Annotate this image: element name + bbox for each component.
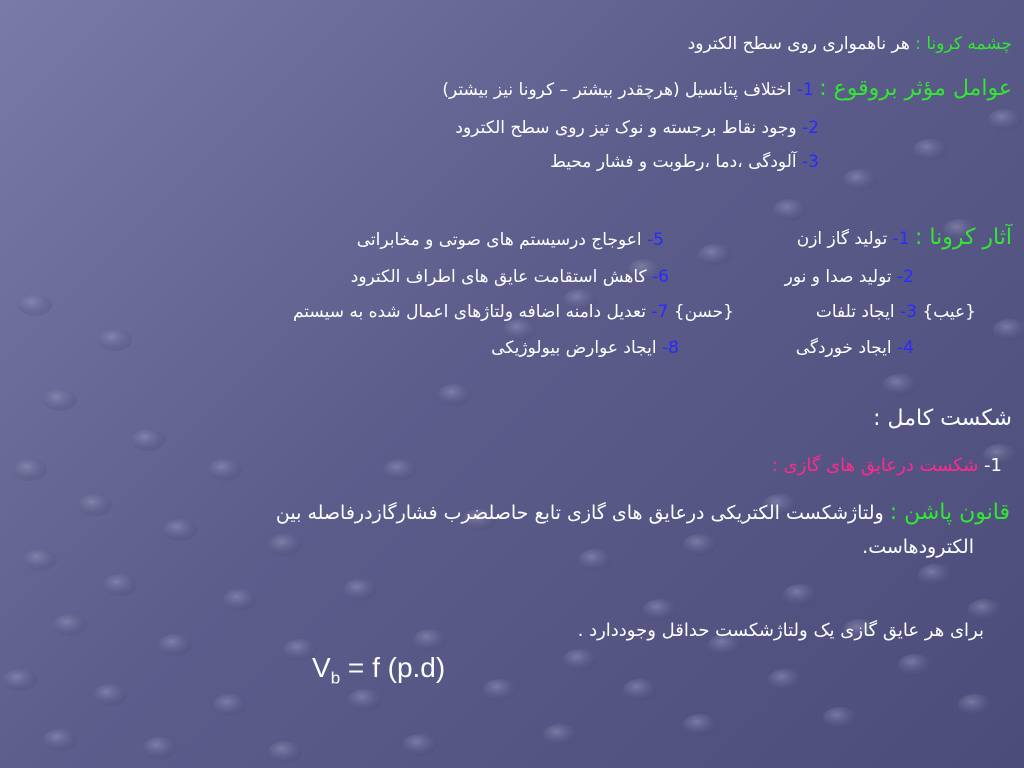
effect-8 bbox=[491, 338, 679, 358]
effects-line-1 bbox=[797, 225, 1012, 250]
factor-3 bbox=[550, 152, 819, 172]
paschen-formula bbox=[312, 652, 445, 689]
gas-breakdown-line bbox=[772, 455, 1002, 476]
effect-5-number: 5- bbox=[647, 230, 664, 250]
paschen-line-1 bbox=[276, 500, 1010, 525]
effect-4 bbox=[796, 338, 914, 358]
factor-3-text: آلودگی ،دما ،رطوبت و فشار محیط bbox=[550, 152, 797, 172]
paschen-line-2: الکترودهاست. bbox=[862, 536, 974, 558]
factor-1-number: 1- bbox=[796, 80, 814, 100]
effect-2-number: 2- bbox=[897, 267, 914, 287]
factor-3-number: 3- bbox=[802, 152, 819, 172]
effect-4-text: ایجاد خوردگی bbox=[795, 338, 892, 358]
factor-1-text: اختلاف پتانسیل (هرچقدر بیشتر – کرونا نیز بیشتر) bbox=[442, 80, 792, 100]
effect-7 bbox=[293, 302, 734, 322]
effect-7-number: 7- bbox=[651, 302, 669, 322]
factor-2 bbox=[455, 118, 819, 138]
corona-definition-text: هر ناهمواری روی سطح الکترود bbox=[687, 34, 910, 54]
factor-2-text: وجود نقاط برجسته و نوک تیز روی سطح الکترود bbox=[455, 118, 797, 138]
effect-1-number: 1- bbox=[892, 229, 910, 249]
corona-definition-label: چشمه کرونا : bbox=[915, 34, 1012, 54]
formula-rest: = f (p.d) bbox=[340, 652, 446, 683]
effect-2 bbox=[785, 267, 914, 287]
gas-breakdown-label: شکست درعایق های گازی : bbox=[771, 455, 979, 476]
effect-6 bbox=[351, 267, 669, 287]
effect-5-text: اعوجاج درسیستم های صوتی و مخابراتی bbox=[356, 230, 642, 250]
effect-6-text: کاهش استقامت عایق های اطراف الکترود bbox=[350, 267, 647, 287]
breakdown-heading: شکست کامل : bbox=[873, 406, 1012, 431]
effects-label: آثار کرونا : bbox=[914, 225, 1012, 250]
effect-5 bbox=[357, 230, 664, 250]
effect-7-tag: {حسن} bbox=[673, 302, 734, 322]
effect-3-tag: {عیب} bbox=[922, 302, 976, 322]
effect-4-number: 4- bbox=[897, 338, 914, 358]
corona-definition bbox=[688, 34, 1012, 54]
effect-2-text: تولید صدا و نور bbox=[784, 267, 892, 287]
effect-8-number: 8- bbox=[662, 338, 679, 358]
minimum-breakdown-note: برای هر عایق گازی یک ولتاژشکست حداقل وجوددارد . bbox=[577, 620, 984, 641]
gas-breakdown-number: 1- bbox=[984, 455, 1002, 476]
formula-v: V bbox=[312, 652, 331, 683]
effect-6-number: 6- bbox=[652, 267, 669, 287]
paschen-text-1: ولتاژشکست الکتریکی درعایق های گازی تابع حاصلضرب فشارگازدرفاصله بین bbox=[275, 502, 884, 524]
factor-2-number: 2- bbox=[802, 118, 819, 138]
factors-label: عوامل مؤثر بروقوع : bbox=[819, 76, 1012, 101]
effect-3-text: ایجاد تلفات bbox=[815, 302, 895, 322]
factors-line bbox=[442, 76, 1012, 101]
effect-8-text: ایجاد عوارض بیولوژیکی bbox=[491, 338, 657, 358]
effect-3-number: 3- bbox=[900, 302, 917, 322]
effect-7-text: تعدیل دامنه اضافه ولتاژهای اعمال شده به سیستم bbox=[292, 302, 646, 322]
paschen-label: قانون پاشن : bbox=[889, 500, 1010, 525]
effect-1-text: تولید گاز ازن bbox=[796, 229, 888, 249]
formula-subscript: b bbox=[330, 668, 341, 688]
effect-3 bbox=[816, 302, 976, 322]
